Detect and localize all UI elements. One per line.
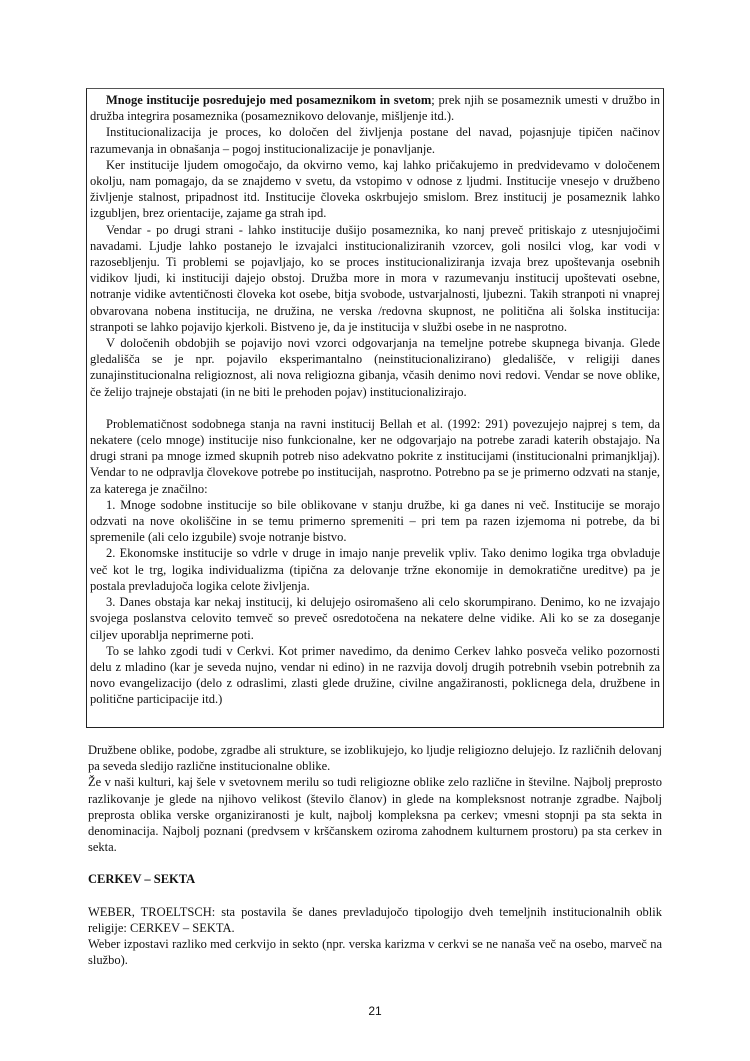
box-paragraph-2: Institucionalizacija je proces, ko določen del življenja postane del navad, pojasnjuje tipičen načinov razumevanja in obnašanja – pogoj institucionalizacije je ponavljanje. [90,125,660,156]
main-paragraph-2: Že v naši kulturi, kaj šele v svetovnem merilu so tudi religiozne oblike zelo različne in številne. Najbolj preprosto razlikovanje je glede na njihovo velikost (število članov) in glede na kompleksnost notranje zgradbe. Najbolj preprosta oblika verske organiziranosti je kult, najbolj kompleksna pa cerkev; vmesni stopnji pa sta sekta in denominacija. Najbolj poznani (predvsem v krščanskem oziroma zahodnem kulturnem prostoru) pa sta cerkev in sekta. [88,775,662,855]
spacer [88,855,662,871]
box-paragraph-7: To se lahko zgodi tudi v Cerkvi. Kot primer navedimo, da denimo Cerkev lahko posveča veliko pozornosti delu z mladino (kar je seveda nujno, vendar ni edino) in ne razvija dovolj drugih potrebnih vsebin potrebnih za novo evangelizacijo (delo z odraslimi, zlasti glede družine, civilne angažiranosti, poklicnega dela, družbene in politične participacije itd.) [90,643,660,707]
main-paragraph-4: Weber izpostavi razliko med cerkvijo in sekto (npr. verska karizma v cerkvi se ne nanaša več na osebo, marveč na službo). [88,937,662,968]
spacer [90,400,660,416]
box-list-item-1: 1. Mnoge sodobne institucije so bile oblikovane v stanju družbe, ki ga danes ni več. Institucije se morajo odzvati na nove okoliščine in se temu primerno spremeniti – pri tem pa razen izjemoma ni potrebe, da bi spremenile (ali celo izgubile) svoje notranje bistvo. [90,497,660,545]
main-text [88,742,662,968]
box-paragraph-4: Vendar - po drugi strani - lahko institucije dušijo posameznika, ko nanj preveč pritiskajo z utesnjujočimi navadami. Ljudje lahko postanejo le izvajalci institucionaliziranih vzorcev, goli nosilci vlog, kar vodi v razosebljenju. Ti problemi se pojavljajo, ko se proces institucionaliziranja izvaja brez upoštevanja osebnih vidikov ljudi, ki instituciji dajejo obstoj. Družba more in mora v razumevanju institucij upoštevati osebne, notranje vidike avtentičnosti človeka kot osebe, bitja svobode, ustvarjalnosti, ljubezni. Takih stranpoti ni vnaprej obvarovana nobena institucija, ne družina, ne verska /redovna skupnost, ne politična ali šolska institucija: stranpoti se lahko pojavijo kjerkoli. Bistveno je, da je institucija v službi osebe in ne nasprotno. [90,222,660,334]
box-paragraph-5: V določenih obdobjih se pojavijo novi vzorci odgovarjanja na temeljne potrebe skupnega bivanja. Glede gledališča se je npr. pojavilo eksperimantalno (neinstitucionalizirano) gledališče, v religiji danes zunajinstitucionalna religioznost, ali nova religiozna gibanja, včasih denimo novi redovi. Vendar se nove oblike, če želijo trajneje obstajati (in ne biti le prehoden pojav) institucionalizirajo. [90,336,660,399]
main-paragraph-3: WEBER, TROELTSCH: sta postavila še danes prevladujočo tipologijo dveh temeljnih institucionalnih oblik religije: CERKEV – SEKTA. [88,904,662,935]
box-paragraph-6: Problematičnost sodobnega stanja na ravni institucij Bellah et al. (1992: 291) povezujejo najprej s tem, da nekatere (celo mnoge) institucije niso funkcionalne, ker ne odgovarjajo na potrebe zaradi katerih obstajajo. Na drugi strani pa mnoge izmed skupnih potreb niso adekvatno pokrite z institucijami (institucionalni primanjkljaj). Vendar to ne odpravlja človekove potrebe po institucijah, nasprotno. Potrebno pa se je primerno odzvati na stanje, za katerega je značilno: [90,416,660,496]
boxed-text-section [86,88,664,728]
box-list-item-3: 3. Danes obstaja kar nekaj institucij, ki delujejo osiromašeno ali celo skorumpirano. Denimo, ko ne izvajajo svojega poslanstva celovito temveč so preveč osredotočena na nekatere delne vidike. Ali ko se za doseganje ciljev uporablja neprimerne poti. [90,595,660,642]
page-number: 21 [368,1004,382,1018]
box-paragraph-3: Ker institucije ljudem omogočajo, da okvirno vemo, kaj lahko pričakujemo in predvidevamo v določenem okolju, nam pomagajo, da se znajdemo v svetu, da vstopimo v odnose z ljudmi. Institucije vnesejo v družbeno življenje stalnost, pripadnost itd. Institucije človeka oskrbujejo smislom. Brez institucij je posameznik lahko izgubljen, brez orientacije, zajame ga strah ipd. [90,157,660,221]
spacer [88,888,662,904]
section-heading: CERKEV – SEKTA [88,872,196,887]
box-paragraph-1-bold: Mnoge institucije posredujejo med posameznikom in svetom [106,93,432,107]
main-paragraph-1: Družbene oblike, podobe, zgradbe ali strukture, se izoblikujejo, ko ljudje religiozno delujejo. Iz različnih delovanj pa seveda sledijo različne institucionalne oblike. [88,743,662,774]
box-paragraph-1-rest: ; prek njih se posameznik umesti v družbo in družba integrira posameznika (posameznikovo delovanje, mišljenje itd.). [90,93,660,124]
box-paragraph-1 [90,92,660,124]
box-list-item-2: 2. Ekonomske institucije so vdrle v druge in imajo nanje prevelik vpliv. Tako denimo logika trga obvladuje več kot le trg, logika individualizma (tipična za delovanje tržne ekonomije in demokratične ureditve) pa je postala prevladujoča logika celote življenja. [90,546,660,593]
